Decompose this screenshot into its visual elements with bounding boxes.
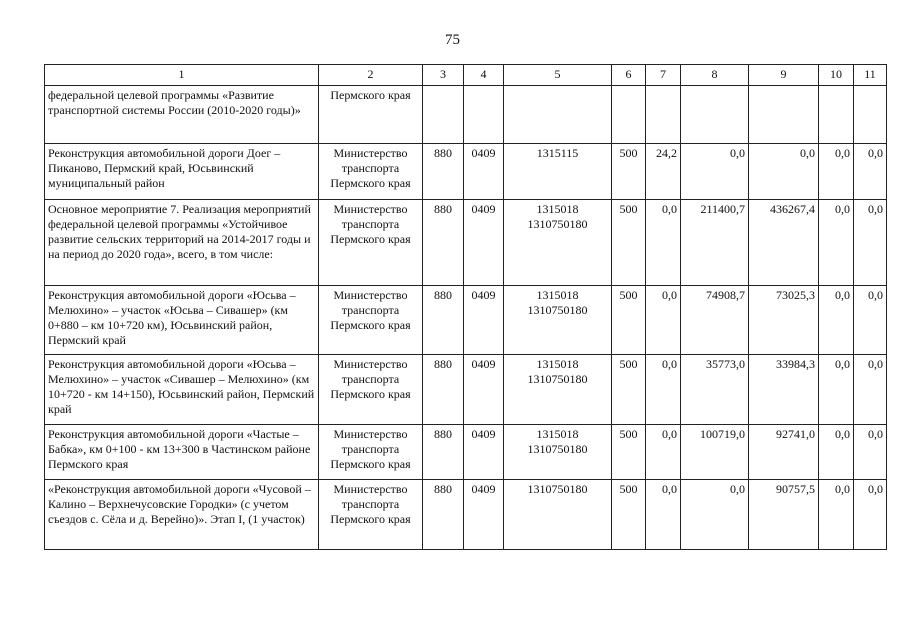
col-9-value bbox=[749, 86, 819, 144]
table-row bbox=[45, 144, 887, 200]
table-row bbox=[45, 480, 887, 550]
activity-name: федеральной целевой программы «Развитие транспортной системы России (2010-2020 годы)» bbox=[45, 86, 319, 144]
col-9-value: 436267,4 bbox=[749, 200, 819, 286]
col-3-value: 880 bbox=[423, 355, 464, 425]
header-cell-7: 7 bbox=[646, 65, 681, 86]
col-4-value: 0409 bbox=[464, 200, 504, 286]
col-8-value: 100719,0 bbox=[681, 425, 749, 480]
col-10-value: 0,0 bbox=[819, 355, 854, 425]
col-7-value: 0,0 bbox=[646, 355, 681, 425]
col-8-value: 35773,0 bbox=[681, 355, 749, 425]
col-7-value: 0,0 bbox=[646, 480, 681, 550]
col-4-value: 0409 bbox=[464, 425, 504, 480]
header-cell-4: 4 bbox=[464, 65, 504, 86]
executor: Министерство транспорта Пермского края bbox=[319, 425, 423, 480]
header-cell-10: 10 bbox=[819, 65, 854, 86]
header-cell-9: 9 bbox=[749, 65, 819, 86]
col-6-value bbox=[612, 86, 646, 144]
header-cell-2: 2 bbox=[319, 65, 423, 86]
col-3-value bbox=[423, 86, 464, 144]
table-row bbox=[45, 200, 887, 286]
executor: Министерство транспорта Пермского края bbox=[319, 286, 423, 355]
col-6-value: 500 bbox=[612, 355, 646, 425]
col-4-value: 0409 bbox=[464, 144, 504, 200]
budget-table bbox=[44, 64, 887, 550]
col-3-value: 880 bbox=[423, 425, 464, 480]
activity-name: Реконструкция автомобильной дороги «Юсьва – Мелюхино» – участок «Юсьва – Сивашер» (км 0+880 – км 10+720 км), Юсьвинский район, Пермский край bbox=[45, 286, 319, 355]
col-11-value bbox=[854, 86, 887, 144]
col-7-value: 0,0 bbox=[646, 200, 681, 286]
col-6-value: 500 bbox=[612, 144, 646, 200]
col-6-value: 500 bbox=[612, 425, 646, 480]
col-7-value: 0,0 bbox=[646, 286, 681, 355]
col-8-value: 211400,7 bbox=[681, 200, 749, 286]
col-10-value bbox=[819, 86, 854, 144]
col-9-value: 92741,0 bbox=[749, 425, 819, 480]
col-5-value: 1315018 1310750180 bbox=[504, 200, 612, 286]
col-4-value: 0409 bbox=[464, 355, 504, 425]
col-4-value: 0409 bbox=[464, 286, 504, 355]
page-number: 75 bbox=[445, 32, 460, 48]
executor: Пермского края bbox=[319, 86, 423, 144]
col-6-value: 500 bbox=[612, 200, 646, 286]
col-7-value bbox=[646, 86, 681, 144]
header-cell-5: 5 bbox=[504, 65, 612, 86]
col-11-value: 0,0 bbox=[854, 286, 887, 355]
col-5-value bbox=[504, 86, 612, 144]
col-5-value: 1315018 1310750180 bbox=[504, 355, 612, 425]
header-cell-1: 1 bbox=[45, 65, 319, 86]
col-5-value: 1315018 1310750180 bbox=[504, 286, 612, 355]
col-4-value bbox=[464, 86, 504, 144]
col-10-value: 0,0 bbox=[819, 200, 854, 286]
activity-name: Реконструкция автомобильной дороги «Юсьва – Мелюхино» – участок «Сивашер – Мелюхино» (км 10+720 - км 14+150), Юсьвинский район, Пермский край bbox=[45, 355, 319, 425]
executor: Министерство транспорта Пермского края bbox=[319, 200, 423, 286]
col-3-value: 880 bbox=[423, 480, 464, 550]
col-8-value: 0,0 bbox=[681, 144, 749, 200]
col-7-value: 24,2 bbox=[646, 144, 681, 200]
table-row bbox=[45, 286, 887, 355]
col-9-value: 73025,3 bbox=[749, 286, 819, 355]
col-11-value: 0,0 bbox=[854, 355, 887, 425]
activity-name: Основное мероприятие 7. Реализация мероприятий федеральной целевой программы «Устойчивое развитие сельских территорий на 2014-2017 годы и на период до 2020 года», всего, в том числе: bbox=[45, 200, 319, 286]
col-8-value bbox=[681, 86, 749, 144]
col-11-value: 0,0 bbox=[854, 144, 887, 200]
header-cell-11: 11 bbox=[854, 65, 887, 86]
col-11-value: 0,0 bbox=[854, 425, 887, 480]
col-3-value: 880 bbox=[423, 200, 464, 286]
col-10-value: 0,0 bbox=[819, 286, 854, 355]
header-cell-3: 3 bbox=[423, 65, 464, 86]
col-11-value: 0,0 bbox=[854, 480, 887, 550]
col-5-value: 1310750180 bbox=[504, 480, 612, 550]
table-header-row bbox=[45, 65, 887, 86]
col-5-value: 1315018 1310750180 bbox=[504, 425, 612, 480]
col-9-value: 90757,5 bbox=[749, 480, 819, 550]
col-10-value: 0,0 bbox=[819, 480, 854, 550]
col-6-value: 500 bbox=[612, 286, 646, 355]
col-7-value: 0,0 bbox=[646, 425, 681, 480]
activity-name: Реконструкция автомобильной дороги «Частые – Бабка», км 0+100 - км 13+300 в Частинском районе Пермского края bbox=[45, 425, 319, 480]
col-4-value: 0409 bbox=[464, 480, 504, 550]
executor: Министерство транспорта Пермского края bbox=[319, 144, 423, 200]
table-row bbox=[45, 425, 887, 480]
col-3-value: 880 bbox=[423, 286, 464, 355]
table-row bbox=[45, 86, 887, 144]
table-row bbox=[45, 355, 887, 425]
col-8-value: 74908,7 bbox=[681, 286, 749, 355]
executor: Министерство транспорта Пермского края bbox=[319, 480, 423, 550]
col-6-value: 500 bbox=[612, 480, 646, 550]
activity-name: «Реконструкция автомобильной дороги «Чусовой – Калино – Верхнечусовские Городки» (с учетом съездов с. Сёла и д. Верейно)». Этап I, (1 участок) bbox=[45, 480, 319, 550]
col-10-value: 0,0 bbox=[819, 144, 854, 200]
executor: Министерство транспорта Пермского края bbox=[319, 355, 423, 425]
col-9-value: 33984,3 bbox=[749, 355, 819, 425]
col-5-value: 1315115 bbox=[504, 144, 612, 200]
header-cell-6: 6 bbox=[612, 65, 646, 86]
col-3-value: 880 bbox=[423, 144, 464, 200]
col-11-value: 0,0 bbox=[854, 200, 887, 286]
col-10-value: 0,0 bbox=[819, 425, 854, 480]
col-9-value: 0,0 bbox=[749, 144, 819, 200]
col-8-value: 0,0 bbox=[681, 480, 749, 550]
header-cell-8: 8 bbox=[681, 65, 749, 86]
activity-name: Реконструкция автомобильной дороги Доег – Пиканово, Пермский край, Юсьвинский муниципальный район bbox=[45, 144, 319, 200]
